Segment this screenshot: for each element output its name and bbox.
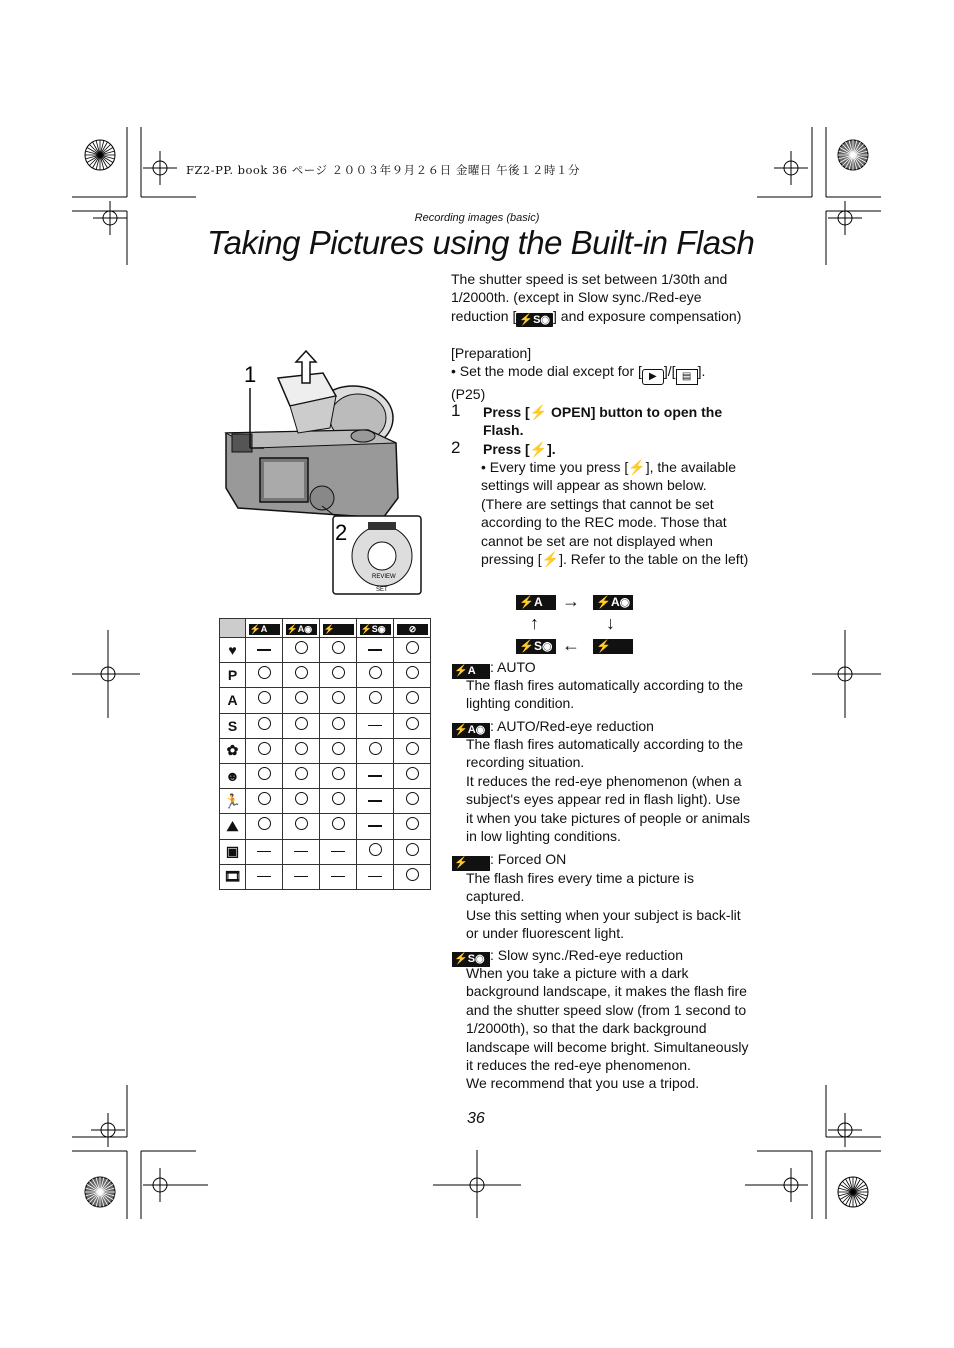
unavailable-dash-icon — [368, 825, 382, 827]
unavailable-dash-icon — [257, 649, 271, 651]
table-cell — [320, 763, 357, 788]
mode-auto-redeye-name: : AUTO/Red-eye reduction — [490, 718, 654, 734]
available-circle-icon — [406, 666, 419, 679]
print-info-header: FZ2-PP. book 36 ページ ２００３年９月２６日 金曜日 午後１２時１分 — [186, 163, 580, 177]
table-cell — [320, 839, 357, 864]
available-circle-icon — [406, 767, 419, 780]
table-cell — [320, 738, 357, 763]
table-cell — [320, 789, 357, 814]
table-cell — [357, 789, 394, 814]
table-cell — [394, 638, 431, 663]
table-cell — [320, 663, 357, 688]
table-cell — [394, 713, 431, 738]
table-cell — [357, 663, 394, 688]
flash-off-icon: ⊘ — [397, 624, 428, 635]
step-1-text — [483, 403, 745, 440]
arrow-right-icon: → — [562, 591, 580, 611]
available-circle-icon — [295, 817, 308, 830]
set-label: SET — [376, 587, 388, 593]
available-circle-icon — [369, 742, 382, 755]
available-circle-icon — [406, 792, 419, 805]
flash-bolt-icon: ⚡ — [628, 459, 646, 475]
unavailable-dash-icon — [368, 775, 382, 777]
available-circle-icon — [295, 717, 308, 730]
table-row — [220, 688, 431, 713]
available-circle-icon — [406, 843, 419, 856]
review-label: REVIEW — [372, 574, 396, 580]
intro-text-1: The shutter speed is set between 1/30th and 1/2000th. (except in Slow sync./Red-eye reduction [ — [451, 271, 728, 324]
motion-picture-mode-icon: ▤ — [676, 369, 698, 385]
callout-2-label: 2 — [335, 520, 348, 545]
prep-text-3: ]. (P25) — [451, 363, 706, 402]
flow-forced-badge: ⚡ — [593, 639, 633, 654]
unavailable-dash-icon — [368, 800, 382, 802]
available-circle-icon — [258, 691, 271, 704]
column-header — [357, 619, 394, 638]
slow-sync-redeye-icon: ⚡S◉ — [516, 313, 553, 327]
table-cell — [283, 663, 320, 688]
forced-flash-icon: ⚡ — [323, 624, 354, 635]
table-cell — [357, 864, 394, 889]
flow-auto-redeye-badge: ⚡A◉ — [593, 595, 633, 610]
table-cell — [394, 814, 431, 839]
step-2-bullet-3: ]. Refer to the table on the left) — [559, 551, 749, 568]
available-circle-icon — [258, 817, 271, 830]
table-cell — [320, 688, 357, 713]
table-cell — [246, 738, 283, 763]
available-circle-icon — [332, 742, 345, 755]
unavailable-dash-icon — [294, 876, 308, 878]
unavailable-dash-icon — [257, 876, 271, 878]
table-row — [220, 663, 431, 688]
step-2-after: ]. — [547, 441, 556, 457]
step-2-bullet-1: • Every time you press [ — [481, 459, 629, 475]
mode-auto-name: : AUTO — [490, 659, 536, 675]
table-cell — [283, 814, 320, 839]
table-corner — [220, 619, 246, 638]
step-2-number: 2 — [451, 438, 461, 457]
table-cell — [283, 864, 320, 889]
table-cell — [246, 814, 283, 839]
table-row — [220, 839, 431, 864]
step-1-before: Press [ — [483, 404, 530, 420]
available-circle-icon — [406, 641, 419, 654]
row-mode-icon: S — [220, 713, 246, 738]
available-circle-icon — [258, 792, 271, 805]
available-circle-icon — [332, 717, 345, 730]
table-cell — [357, 688, 394, 713]
table-cell — [320, 814, 357, 839]
mode-forced-heading — [452, 850, 566, 871]
table-cell — [394, 789, 431, 814]
row-mode-icon: ♥ — [220, 638, 246, 663]
row-mode-icon: ▣ — [220, 839, 246, 864]
row-mode-icon: ✿ — [220, 738, 246, 763]
available-circle-icon — [406, 817, 419, 830]
step-2-bullet-2: ], the available settings will appear as shown below. (There are settings that cannot be set according to the REC mode. Those that cannot be set are not displayed when pressing [ — [481, 459, 737, 568]
available-circle-icon — [295, 641, 308, 654]
available-circle-icon — [332, 817, 345, 830]
table-cell — [394, 763, 431, 788]
step-1-number: 1 — [451, 401, 461, 420]
table-cell — [283, 713, 320, 738]
table-cell — [357, 839, 394, 864]
column-header — [283, 619, 320, 638]
table-row — [220, 814, 431, 839]
table-row — [220, 763, 431, 788]
available-circle-icon — [406, 742, 419, 755]
prep-text-2: ]/[ — [663, 363, 676, 379]
unavailable-dash-icon — [368, 649, 382, 651]
row-mode-icon: ☻ — [220, 763, 246, 788]
available-circle-icon — [295, 666, 308, 679]
available-circle-icon — [332, 691, 345, 704]
table-cell — [246, 713, 283, 738]
table-row — [220, 738, 431, 763]
available-circle-icon — [295, 691, 308, 704]
table-row — [220, 864, 431, 889]
available-circle-icon — [258, 666, 271, 679]
row-mode-icon: P — [220, 663, 246, 688]
table-cell — [283, 638, 320, 663]
preparation-heading: [Preparation] — [451, 345, 532, 361]
table-cell — [357, 713, 394, 738]
available-circle-icon — [258, 742, 271, 755]
unavailable-dash-icon — [331, 876, 345, 878]
table-cell — [283, 738, 320, 763]
table-cell — [246, 789, 283, 814]
flash-bolt-icon: ⚡ — [529, 441, 548, 457]
flow-slow-badge: ⚡S◉ — [516, 639, 556, 654]
intro-paragraph — [451, 270, 751, 327]
row-mode-icon: A — [220, 688, 246, 713]
table-cell — [357, 738, 394, 763]
slow-sync-flash-icon: ⚡S◉ — [360, 624, 391, 635]
table-cell — [246, 864, 283, 889]
mode-forced-name: : Forced ON — [490, 851, 567, 867]
unavailable-dash-icon — [331, 851, 345, 853]
available-circle-icon — [332, 767, 345, 780]
auto-flash-icon: ⚡A — [249, 624, 280, 635]
arrow-left-icon: ← — [562, 635, 580, 655]
prep-text-1: • Set the mode dial except for [ — [451, 363, 642, 379]
auto-flash-icon: ⚡A — [452, 664, 490, 679]
flow-auto-badge: ⚡A — [516, 595, 556, 610]
table-cell — [246, 839, 283, 864]
step-1-after: OPEN] button to open the Flash. — [483, 404, 723, 439]
camera-illustration — [218, 348, 428, 598]
page-title: Taking Pictures using the Built-in Flash — [207, 224, 755, 261]
available-circle-icon — [406, 868, 419, 881]
slow-sync-flash-icon: ⚡S◉ — [452, 952, 490, 967]
table-cell — [394, 864, 431, 889]
mode-forced-description: The flash fires every time a picture is captured. Use this setting when your subject is back-lit or under fluorescent light. — [466, 870, 741, 942]
table-row — [220, 789, 431, 814]
column-header — [394, 619, 431, 638]
table-cell — [357, 763, 394, 788]
available-circle-icon — [332, 792, 345, 805]
table-cell — [283, 763, 320, 788]
available-circle-icon — [406, 717, 419, 730]
table-cell — [357, 638, 394, 663]
page-number: 36 — [467, 1110, 485, 1127]
flash-compatibility-table — [219, 618, 431, 890]
available-circle-icon — [258, 717, 271, 730]
table-cell — [320, 638, 357, 663]
table-cell — [394, 688, 431, 713]
table-cell — [246, 638, 283, 663]
flash-bolt-icon: ⚡ — [529, 404, 548, 420]
table-cell — [283, 688, 320, 713]
available-circle-icon — [332, 666, 345, 679]
available-circle-icon — [295, 792, 308, 805]
table-row — [220, 638, 431, 663]
available-circle-icon — [369, 691, 382, 704]
table-cell — [394, 839, 431, 864]
mode-slow-description: When you take a picture with a dark background landscape, it makes the flash fire and the shutter speed slow (from 1 second to 1/2000th), so that the dark background landscape will become bright. Simultaneously it reduces the red-eye phenomenon. We recommend that you use a tripod. — [466, 965, 749, 1092]
table-row — [220, 713, 431, 738]
flash-bolt-icon: ⚡ — [541, 551, 560, 568]
unavailable-dash-icon — [294, 851, 308, 853]
table-cell — [246, 663, 283, 688]
step-2-before: Press [ — [483, 441, 530, 457]
available-circle-icon — [369, 843, 382, 856]
auto-redeye-flash-icon: ⚡A◉ — [286, 624, 317, 635]
row-mode-icon: 🎞 — [220, 864, 246, 889]
unavailable-dash-icon — [257, 851, 271, 853]
playback-mode-icon: ▶ — [642, 369, 664, 385]
arrow-down-icon: ↓ — [606, 613, 615, 633]
mode-auto-description: The flash fires automatically according to the lighting condition. — [466, 677, 744, 712]
auto-redeye-flash-icon: ⚡A◉ — [452, 723, 490, 738]
unavailable-dash-icon — [368, 876, 382, 878]
table-cell — [320, 713, 357, 738]
column-header — [246, 619, 283, 638]
table-cell — [394, 663, 431, 688]
preparation-bullet — [451, 362, 741, 403]
available-circle-icon — [369, 666, 382, 679]
available-circle-icon — [295, 742, 308, 755]
unavailable-dash-icon — [368, 725, 382, 727]
table-cell — [357, 814, 394, 839]
forced-flash-icon: ⚡ — [452, 856, 490, 871]
available-circle-icon — [406, 691, 419, 704]
table-cell — [394, 738, 431, 763]
available-circle-icon — [295, 767, 308, 780]
table-cell — [246, 688, 283, 713]
table-cell — [320, 864, 357, 889]
row-mode-icon: 🏃 — [220, 789, 246, 814]
arrow-up-icon: ↑ — [530, 613, 539, 633]
available-circle-icon — [258, 767, 271, 780]
callout-1-label: 1 — [244, 362, 257, 387]
mode-auto-redeye-description: The flash fires automatically according to the recording situation. It reduces the red-eye phenomenon (when a subject's eyes appear red in flash light). Use it when you take pictures of people or animals in low lighting conditions. — [466, 736, 751, 845]
table-cell — [246, 763, 283, 788]
table-header-row — [220, 619, 431, 638]
table-cell — [283, 789, 320, 814]
available-circle-icon — [332, 641, 345, 654]
section-label: Recording images (basic) — [414, 212, 540, 224]
intro-text-2: ] and exposure compensation) — [553, 307, 742, 324]
mode-slow-name: : Slow sync./Red-eye reduction — [490, 947, 683, 963]
step-2-bullet — [481, 458, 749, 568]
column-header — [320, 619, 357, 638]
step-2-text — [483, 440, 556, 458]
table-cell — [283, 839, 320, 864]
row-mode-icon: ⛰ — [220, 814, 246, 839]
